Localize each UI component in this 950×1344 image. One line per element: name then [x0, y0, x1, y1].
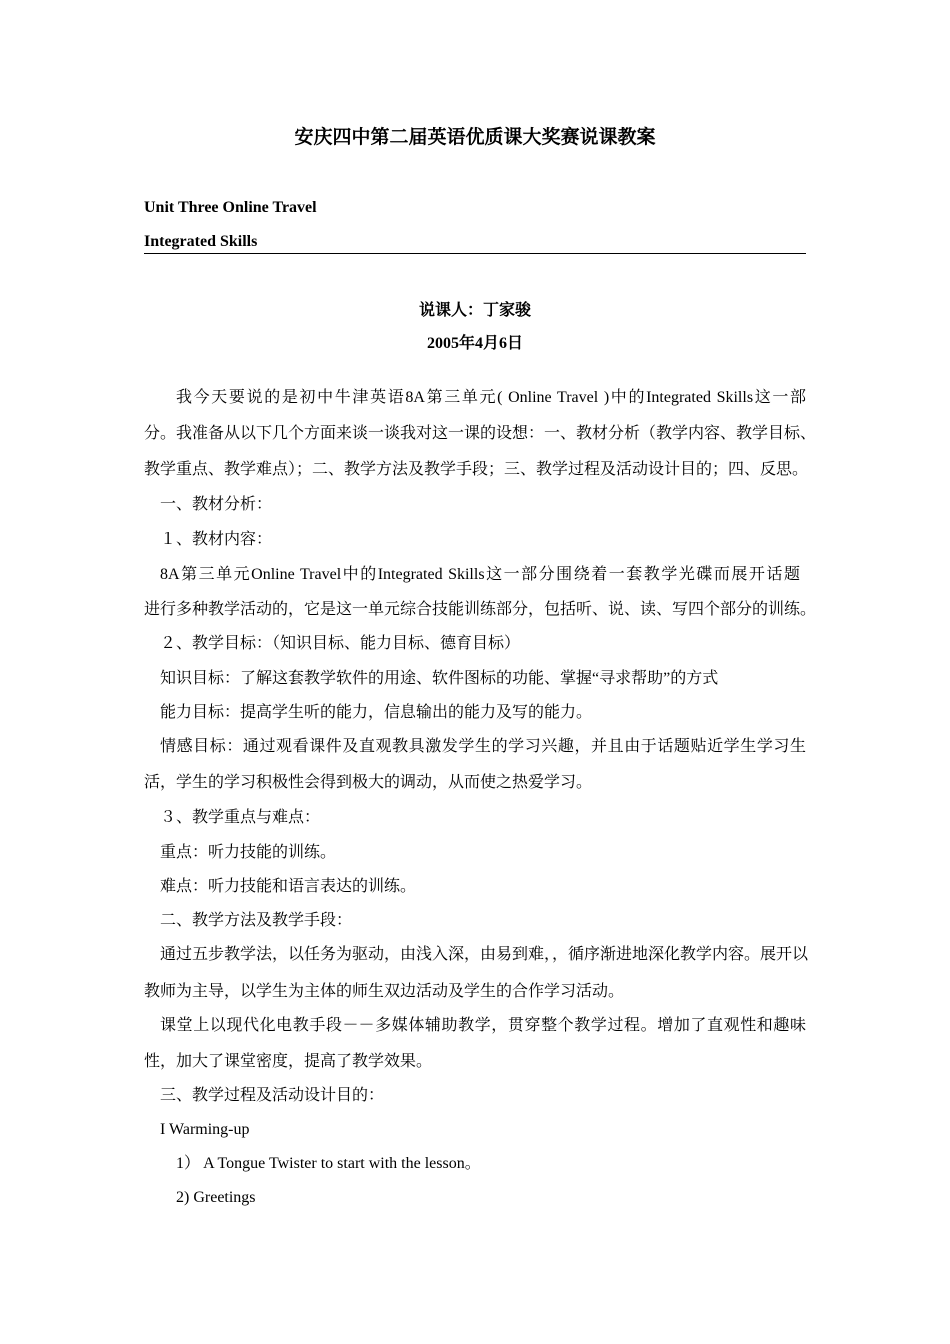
header-divider: [144, 253, 806, 254]
presenter-line: 说课人：丁家骏: [418, 302, 531, 319]
heading-process: 三、教学过程及活动设计目的：: [160, 1087, 385, 1104]
content-line-1: 8A第三单元Online Travel中的Integrated Skills这一部分围绕着一套教学光碟而展开话题: [160, 566, 800, 583]
goal-ability: 能力目标：提高学生听的能力，信息输出的能力及写的能力。: [160, 704, 593, 721]
intro-line-1: 我今天要说的是初中牛津英语8A第三单元( Online Travel )中的Integrated Skills这一部: [176, 389, 806, 406]
method-line-2: 教师为主导，以学生为主体的师生双边活动及学生的合作学习活动。: [144, 983, 625, 1000]
step-tongue-twister: 1） A Tongue Twister to start with the lesson。: [176, 1155, 481, 1172]
step-greetings: 2) Greetings: [176, 1189, 256, 1206]
difficult-point: 难点：听力技能和语言表达的训练。: [160, 878, 417, 895]
unit-heading: Unit Three Online Travel: [144, 199, 317, 216]
date-line: 2005年4月6日: [426, 335, 523, 352]
key-point: 重点：听力技能的训练。: [160, 844, 337, 861]
heading-materials-analysis: 一、教材分析：: [160, 496, 273, 513]
step-warming-up: I Warming-up: [160, 1121, 250, 1138]
heading-methods: 二、教学方法及教学手段：: [160, 912, 353, 929]
document-title: 安庆四中第二届英语优质课大奖赛说课教案: [294, 127, 656, 148]
goal-emotion-line-2: 活，学生的学习积极性会得到极大的调动，从而使之热爱学习。: [144, 774, 593, 791]
media-line-2: 性，加大了课堂密度，提高了教学效果。: [144, 1053, 433, 1070]
heading-key-points: ３、教学重点与难点：: [160, 809, 321, 826]
intro-line-3: 教学重点、教学难点）；二、教学方法及教学手段；三、教学过程及活动设计目的；四、反思。: [144, 461, 809, 478]
intro-line-2: 分。我准备从以下几个方面来谈一谈我对这一课的设想：一、教材分析（教学内容、教学目标、: [144, 425, 817, 442]
heading-content: １、教材内容：: [160, 531, 273, 548]
media-line-1: 课堂上以现代化电教手段－－多媒体辅助教学，贯穿整个教学过程。增加了直观性和趣味: [160, 1017, 806, 1034]
content-line-2: 进行多种教学活动的，它是这一单元综合技能训练部分，包括听、说、读、写四个部分的训练。: [144, 601, 817, 618]
method-line-1: 通过五步教学法，以任务为驱动，由浅入深，由易到难，，循序渐进地深化教学内容。展开以: [160, 946, 809, 963]
goal-emotion-line-1: 情感目标：通过观看课件及直观教具激发学生的学习兴趣，并且由于话题贴近学生学习生: [160, 738, 806, 755]
goal-knowledge: 知识目标：了解这套教学软件的用途、软件图标的功能、掌握“寻求帮助”的方式: [160, 670, 719, 687]
heading-goals: ２、教学目标：（知识目标、能力目标、德育目标）: [160, 635, 521, 652]
section-heading: Integrated Skills: [144, 233, 258, 250]
